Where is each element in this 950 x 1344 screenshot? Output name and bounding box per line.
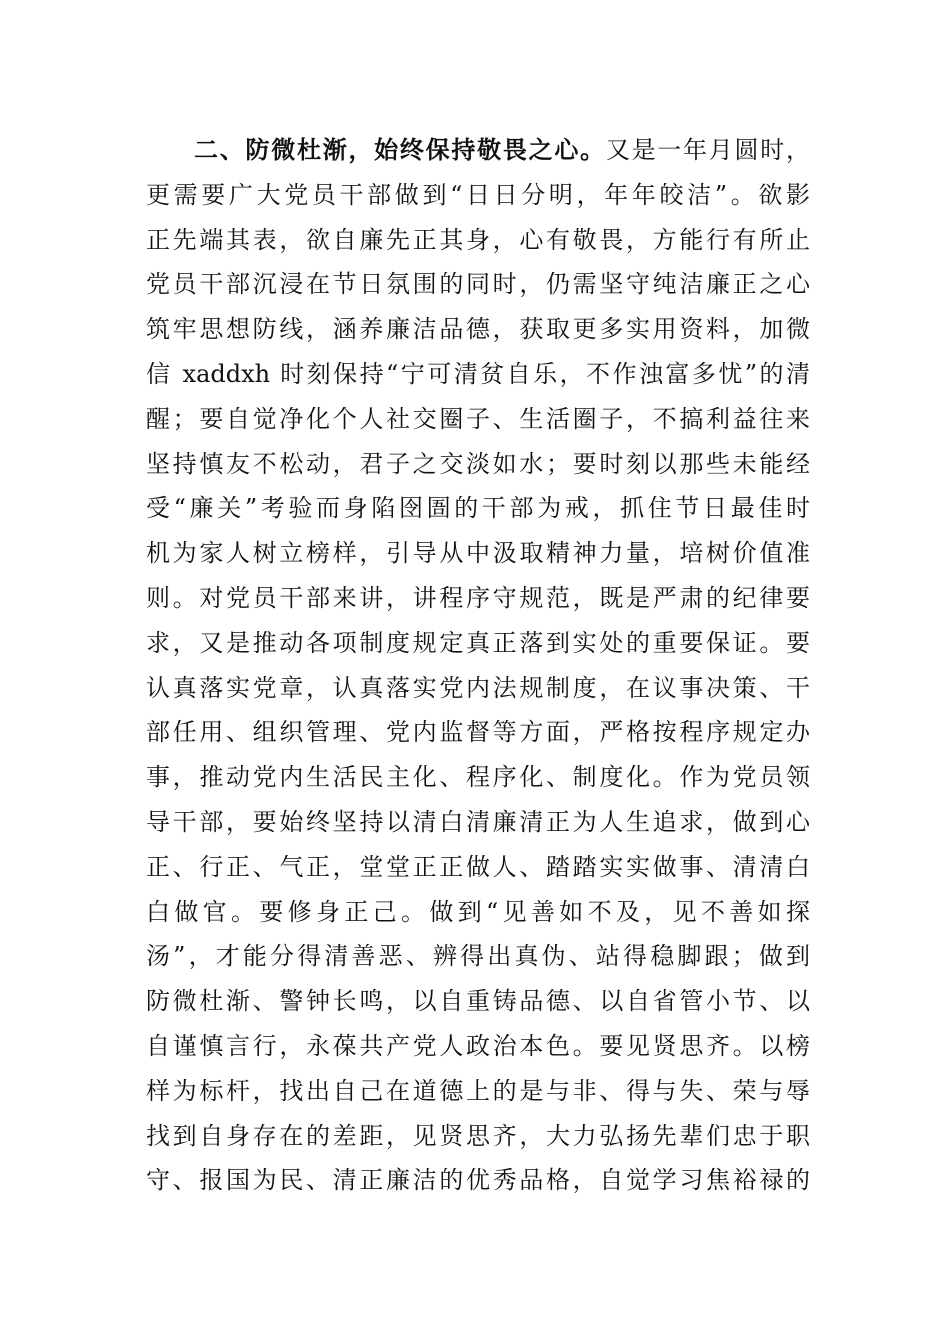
- text-line: 又是一年月圆时，: [605, 136, 810, 164]
- text-line: 部任用、组织管理、党内监督等方面，严格按程序规定办: [146, 718, 810, 747]
- text-line: 筑牢思想防线，涵养廉洁品德，获取更多实用资料，加微: [146, 315, 810, 344]
- text-line: 正先端其表，欲自廉先正其身，心有敬畏，方能行有所止: [146, 225, 810, 254]
- text-line: 认真落实党章，认真落实党内法规制度，在议事决策、干: [146, 673, 810, 702]
- text-line: 党员干部沉浸在节日氛围的同时，仍需坚守纯洁廉正之心: [146, 270, 810, 299]
- text-line: 信 xaddxh 时刻保持“宁可清贫自乐，不作浊富多忧”的清: [146, 359, 810, 388]
- text-line: 自谨慎言行，永葆共产党人政治本色。要见贤思齐。以榜: [146, 1031, 810, 1060]
- text-line: 防微杜渐、警钟长鸣，以自重铸品德、以自省管小节、以: [146, 987, 810, 1016]
- text-line: 导干部，要始终坚持以清白清廉清正为人生追求，做到心: [146, 807, 810, 836]
- text-line: 更需要广大党员干部做到“日日分明，年年皎洁”。欲影: [146, 180, 810, 209]
- text-line: 机为家人树立榜样，引导从中汲取精神力量，培树价值准: [146, 539, 810, 568]
- body-paragraph: [146, 128, 810, 1203]
- text-line: 受“廉关”考验而身陷囹圄的干部为戒，抓住节日最佳时: [146, 494, 810, 523]
- text-line: 找到自身存在的差距，见贤思齐，大力弘扬先辈们忠于职: [146, 1121, 810, 1150]
- text-line: 白做官。要修身正己。做到“见善如不及，见不善如探: [146, 897, 810, 926]
- text-line: 守、报国为民、清正廉洁的优秀品格，自觉学习焦裕禄的: [146, 1166, 810, 1195]
- section-heading: 二、防微杜渐，始终保持敬畏之心。: [194, 135, 606, 164]
- text-line: 求，又是推动各项制度规定真正落到实处的重要保证。要: [146, 628, 810, 657]
- text-line: 则。对党员干部来讲，讲程序守规范，既是严肃的纪律要: [146, 583, 810, 612]
- text-line: 坚持慎友不松动，君子之交淡如水；要时刻以那些未能经: [146, 449, 810, 478]
- text-line: 样为标杆，找出自己在道德上的是与非、得与失、荣与辱: [146, 1076, 810, 1105]
- text-line: 事，推动党内生活民主化、程序化、制度化。作为党员领: [146, 763, 810, 792]
- text-line: 汤”，才能分得清善恶、辨得出真伪、站得稳脚跟；做到: [146, 942, 810, 971]
- text-line: 醒；要自觉净化个人社交圈子、生活圈子，不搞利益往来: [146, 404, 810, 433]
- paragraph-first-line: [146, 128, 810, 173]
- text-line: 正、行正、气正，堂堂正正做人、踏踏实实做事、清清白: [146, 852, 810, 881]
